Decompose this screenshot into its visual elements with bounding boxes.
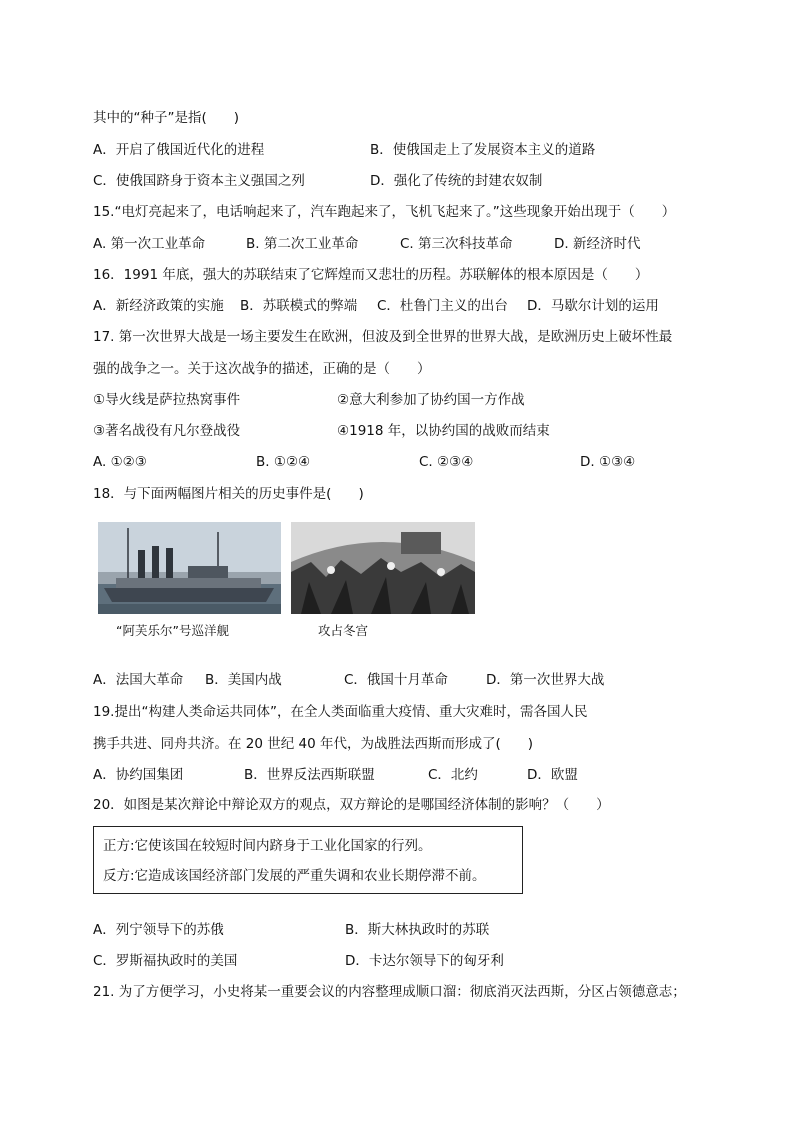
q16-option-b: B．苏联模式的弊端 xyxy=(240,298,358,314)
q19-stem-line1: 19.提出“构建人类命运共同体”，在全人类面临重大疫情、重大灾难时，需各国人民 xyxy=(93,704,588,720)
q14-option-a: A．开启了俄国近代化的进程 xyxy=(93,142,265,158)
q20-option-b: B．斯大林执政时的苏联 xyxy=(345,922,490,938)
q17-statement-3: ③著名战役有凡尔登战役 xyxy=(93,423,241,439)
q14-stem-tail: 其中的“种子”是指( ) xyxy=(93,110,240,126)
q17-option-c: C. ②③④ xyxy=(419,454,474,470)
q14-option-c: C．使俄国跻身于资本主义强国之列 xyxy=(93,173,305,189)
q17-statement-4: ④1918 年，以协约国的战败而结束 xyxy=(337,423,550,439)
aurora-cruiser-photo xyxy=(98,522,281,614)
q16-option-c: C．杜鲁门主义的出台 xyxy=(377,298,508,314)
q19-stem-line2: 携手共进、同舟共济。在 20 世纪 40 年代，为战胜法西斯而形成了( ) xyxy=(93,736,534,752)
q17-stem-line1: 17. 第一次世界大战是一场主要发生在欧洲，但波及到全世界的世界大战，是欧洲历史上破坏性最 xyxy=(93,329,673,345)
q19-option-a: A．协约国集团 xyxy=(93,767,184,783)
q18-option-c: C．俄国十月革命 xyxy=(344,672,448,688)
q20-stem: 20．如图是某次辩论中辩论双方的观点，双方辩论的是哪国经济体制的影响？（ ） xyxy=(93,797,610,813)
q21-stem: 21. 为了方便学习，小史将某一重要会议的内容整理成顺口溜：彻底消灭法西斯，分区占领德意志； xyxy=(93,984,686,1000)
q16-option-d: D．马歇尔计划的运用 xyxy=(527,298,659,314)
q19-option-d: D．欧盟 xyxy=(527,767,578,783)
q18-option-d: D．第一次世界大战 xyxy=(486,672,605,688)
storming-winter-palace-photo xyxy=(291,522,475,614)
q17-stem-line2: 强的战争之一。关于这次战争的描述，正确的是（ ） xyxy=(93,361,431,377)
q20-option-a: A．列宁领导下的苏俄 xyxy=(93,922,224,938)
q17-statement-2: ②意大利参加了协约国一方作战 xyxy=(337,392,525,408)
q20-option-d: D．卡达尔领导下的匈牙利 xyxy=(345,953,504,969)
q15-option-c: C. 第三次科技革命 xyxy=(400,236,513,252)
aurora-caption: “阿芙乐尔”号巡洋舰 xyxy=(116,623,229,638)
q14-option-d: D．强化了传统的封建农奴制 xyxy=(370,173,543,189)
q15-option-d: D. 新经济时代 xyxy=(554,236,641,252)
q17-option-a: A. ①②③ xyxy=(93,454,147,470)
q15-option-b: B. 第二次工业革命 xyxy=(246,236,359,252)
q20-option-c: C．罗斯福执政时的美国 xyxy=(93,953,238,969)
q17-option-b: B. ①②④ xyxy=(256,454,311,470)
q18-option-b: B．美国内战 xyxy=(205,672,282,688)
debate-pro: 正方:它使该国在较短时间内跻身于工业化国家的行列。 xyxy=(103,838,432,854)
q17-option-d: D. ①③④ xyxy=(580,454,636,470)
q17-statement-1: ①导火线是萨拉热窝事件 xyxy=(93,392,241,408)
q19-option-b: B．世界反法西斯联盟 xyxy=(244,767,375,783)
q19-option-c: C．北约 xyxy=(428,767,478,783)
q16-stem: 16．1991 年底，强大的苏联结束了它辉煌而又悲壮的历程。苏联解体的根本原因是（ ） xyxy=(93,267,649,283)
q15-stem: 15.“电灯亮起来了，电话响起来了，汽车跑起来了，飞机飞起来了。”这些现象开始出现于（ ） xyxy=(93,204,676,220)
debate-box xyxy=(93,826,523,894)
q16-option-a: A．新经济政策的实施 xyxy=(93,298,224,314)
q18-option-a: A．法国大革命 xyxy=(93,672,184,688)
q15-option-a: A. 第一次工业革命 xyxy=(93,236,206,252)
winter-palace-caption: 攻占冬宫 xyxy=(318,623,369,638)
debate-con: 反方:它造成该国经济部门发展的严重失调和农业长期停滞不前。 xyxy=(103,868,486,884)
q18-stem: 18．与下面两幅图片相关的历史事件是( ) xyxy=(93,486,364,502)
q14-option-b: B．使俄国走上了发展资本主义的道路 xyxy=(370,142,596,158)
